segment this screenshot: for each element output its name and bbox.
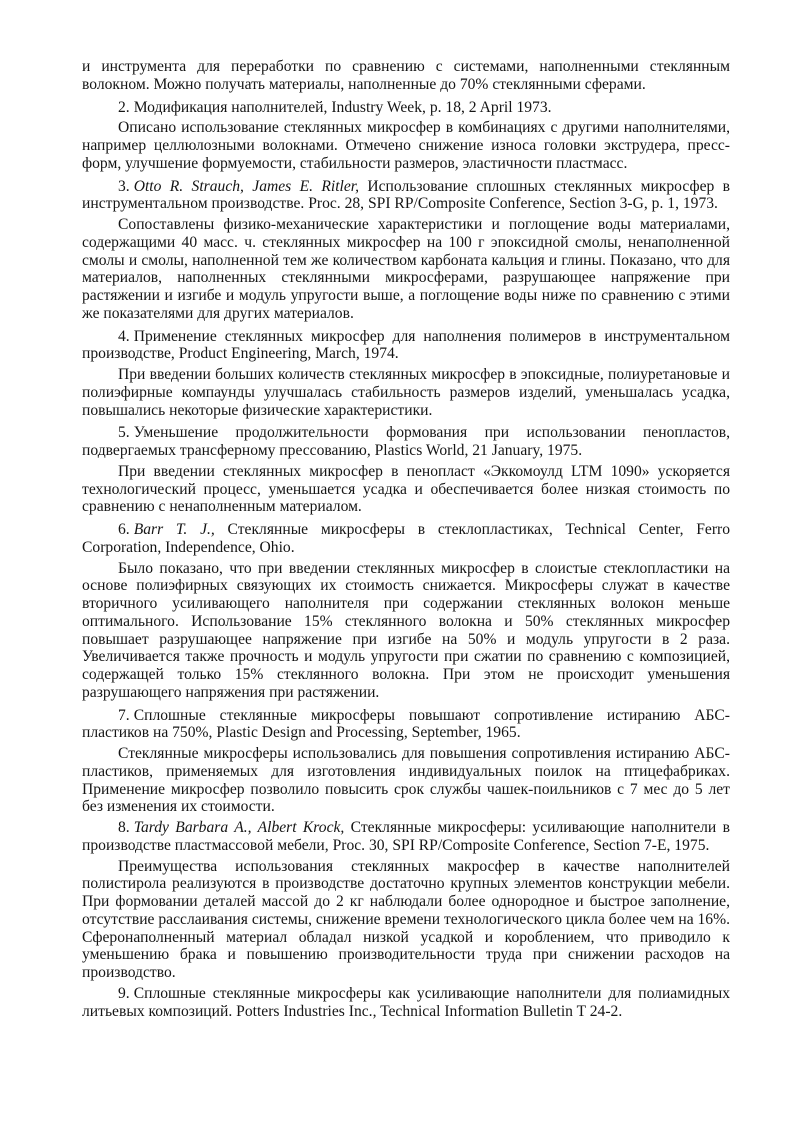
reference-entry-8 <box>82 819 730 855</box>
reference-annotation-5 <box>82 463 730 516</box>
paragraph-text: Было показано, что при введении стеклянных микросфер в слоистые стеклопластики на основе полиэфирных связующих их стоимость снижается. Микросферы служат в качестве вторичного усиливающего наполнителя при содержании стеклянных волокон меньше оптимального. Использование 15% стеклянного волокна и 50% стеклянных микросфер повышает разрушающее напряжение при изгибе на 50% и модуль упругости в 2 раза. Увеличивается также прочность и модуль упругости при сжатии по сравнению с композицией, содержащей только 15% стеклянного волокна. При этом не происходит уменьшения разрушающего напряжения при растяжении. <box>82 559 730 701</box>
reference-text: Сплошные стеклянные микросферы повышают сопротивление истиранию АБС-пластиков на 750%, Plastic Design and Processing, September, 1965. <box>82 706 730 742</box>
reference-number: 2. <box>118 98 130 116</box>
reference-number: 9. <box>118 984 130 1002</box>
reference-entry-6 <box>82 521 730 557</box>
paragraph-text: Описано использование стеклянных микросфер в комбинациях с другими наполнителями, например целлюлозными волокнами. Отмечено снижение износа головки экструдера, пресс-форм, улучшение формуемости, стабильности размеров, эластичности пластмасс. <box>82 119 730 172</box>
paragraph-continuation <box>82 58 730 94</box>
reference-entry-5 <box>82 424 730 460</box>
reference-text: Применение стеклянных микросфер для наполнения полимеров в инструментальном производстве, Product Engineering, March, 1974. <box>82 327 730 363</box>
paragraph-text: Стеклянные микросферы использовались для повышения сопротивления истиранию АБС-пластиков, применяемых для изготовления индивидуальных поилок на птицефабриках. Применение микросфер позволило повысить срок службы чашек-поильников с 7 мес до 5 лет без изменения их стоимости. <box>82 745 730 816</box>
reference-annotation-2 <box>82 119 730 172</box>
paragraph-text: Сопоставлены физико-механические характеристики и поглощение воды материалами, содержащими 40 масс. ч. стеклянных микросфер на 100 г эпоксидной смолы, ненаполненной смолы и смолы, наполненной тем же количеством карбоната кальция и глины. Показано, что для материалов, наполненных стеклянными микросферами, разрушающее напряжение при растяжении и изгибе и модуль упругости выше, а поглощение воды ниже по сравнению с этими же показателями для других материалов. <box>82 216 730 322</box>
reference-text: Использование сплошных стеклянных микросфер в инструментальном производстве. Proc. 28, SPI RP/Composite Conference, Section 3-G, p. 1, 1973. <box>82 177 730 213</box>
reference-entry-3 <box>82 178 730 214</box>
reference-annotation-3 <box>82 216 730 323</box>
reference-authors: Tardy Barbara A., Albert Krock, <box>133 819 345 836</box>
reference-text: Модификация наполнителей, Industry Week, p. 18, 2 April 1973. <box>133 98 552 116</box>
reference-number: 8. <box>118 819 130 836</box>
reference-number: 5. <box>118 424 130 442</box>
reference-entry-2 <box>82 99 730 117</box>
reference-entry-4 <box>82 328 730 364</box>
reference-text: Уменьшение продолжительности формования при использовании пенопластов, подвергаемых трансферному прессованию, Plastics World, 21 January, 1975. <box>82 424 730 459</box>
reference-annotation-4 <box>82 366 730 419</box>
reference-annotation-7 <box>82 745 730 816</box>
reference-number: 3. <box>118 177 130 195</box>
paragraph-text: При введении стеклянных микросфер в пенопласт «Эккомоулд LTM 1090» ускоряется технологический процесс, уменьшается усадка и обеспечивается более низкая стоимость по сравнению с ненаполненным материалом. <box>82 462 730 516</box>
reference-text: Стеклянные микросферы в стеклопластиках, Technical Center, Ferro Corporation, Independence, Ohio. <box>82 521 731 556</box>
reference-entry-7 <box>82 707 730 743</box>
reference-entry-9 <box>82 985 730 1021</box>
reference-number: 4. <box>118 327 130 345</box>
reference-annotation-8 <box>82 858 730 982</box>
reference-authors: Otto R. Strauch, James E. Ritler, <box>133 177 360 195</box>
reference-text: Сплошные стеклянные микросферы как усиливающие наполнители для полиамидных литьевых композиций. Potters Industries Inc., Technical Information Bulletin T 24-2. <box>82 984 730 1020</box>
reference-authors: Barr T. J., <box>133 521 215 538</box>
reference-number: 7. <box>118 706 130 724</box>
paragraph-text: При введении больших количеств стеклянных микросфер в эпоксидные, полиуретановые и полиэфирные компаунды улучшалась стабильность размеров изделий, уменьшалась усадка, повышались некоторые физические характеристики. <box>82 366 730 419</box>
reference-annotation-6 <box>82 560 730 702</box>
paragraph-text: Преимущества использования стеклянных макросфер в качестве наполнителей полистирола реализуются в производстве достаточно крупных элементов конструкции мебели. При формовании деталей массой до 2 кг наблюдали более однородное и быстрое заполнение, отсутствие расслаивания системы, снижение времени технологического цикла более чем на 16%. Сферонаполненный материал обладал низкой усадкой и короблением, что приводило к уменьшению брака и повышению производительности труда при снижении расходов на производство. <box>82 857 730 981</box>
reference-number: 6. <box>118 521 130 538</box>
reference-text: Стеклянные микросферы: усиливающие наполнители в производстве пластмассовой мебели, Proc. 30, SPI RP/Composite Conference, Section 7-E, 1975. <box>82 819 730 854</box>
paragraph-text: и инструмента для переработки по сравнению с системами, наполненными стеклянным волокном. Можно получать материалы, наполненные до 70% стеклянными сферами. <box>82 58 730 93</box>
document-page <box>82 58 730 1025</box>
